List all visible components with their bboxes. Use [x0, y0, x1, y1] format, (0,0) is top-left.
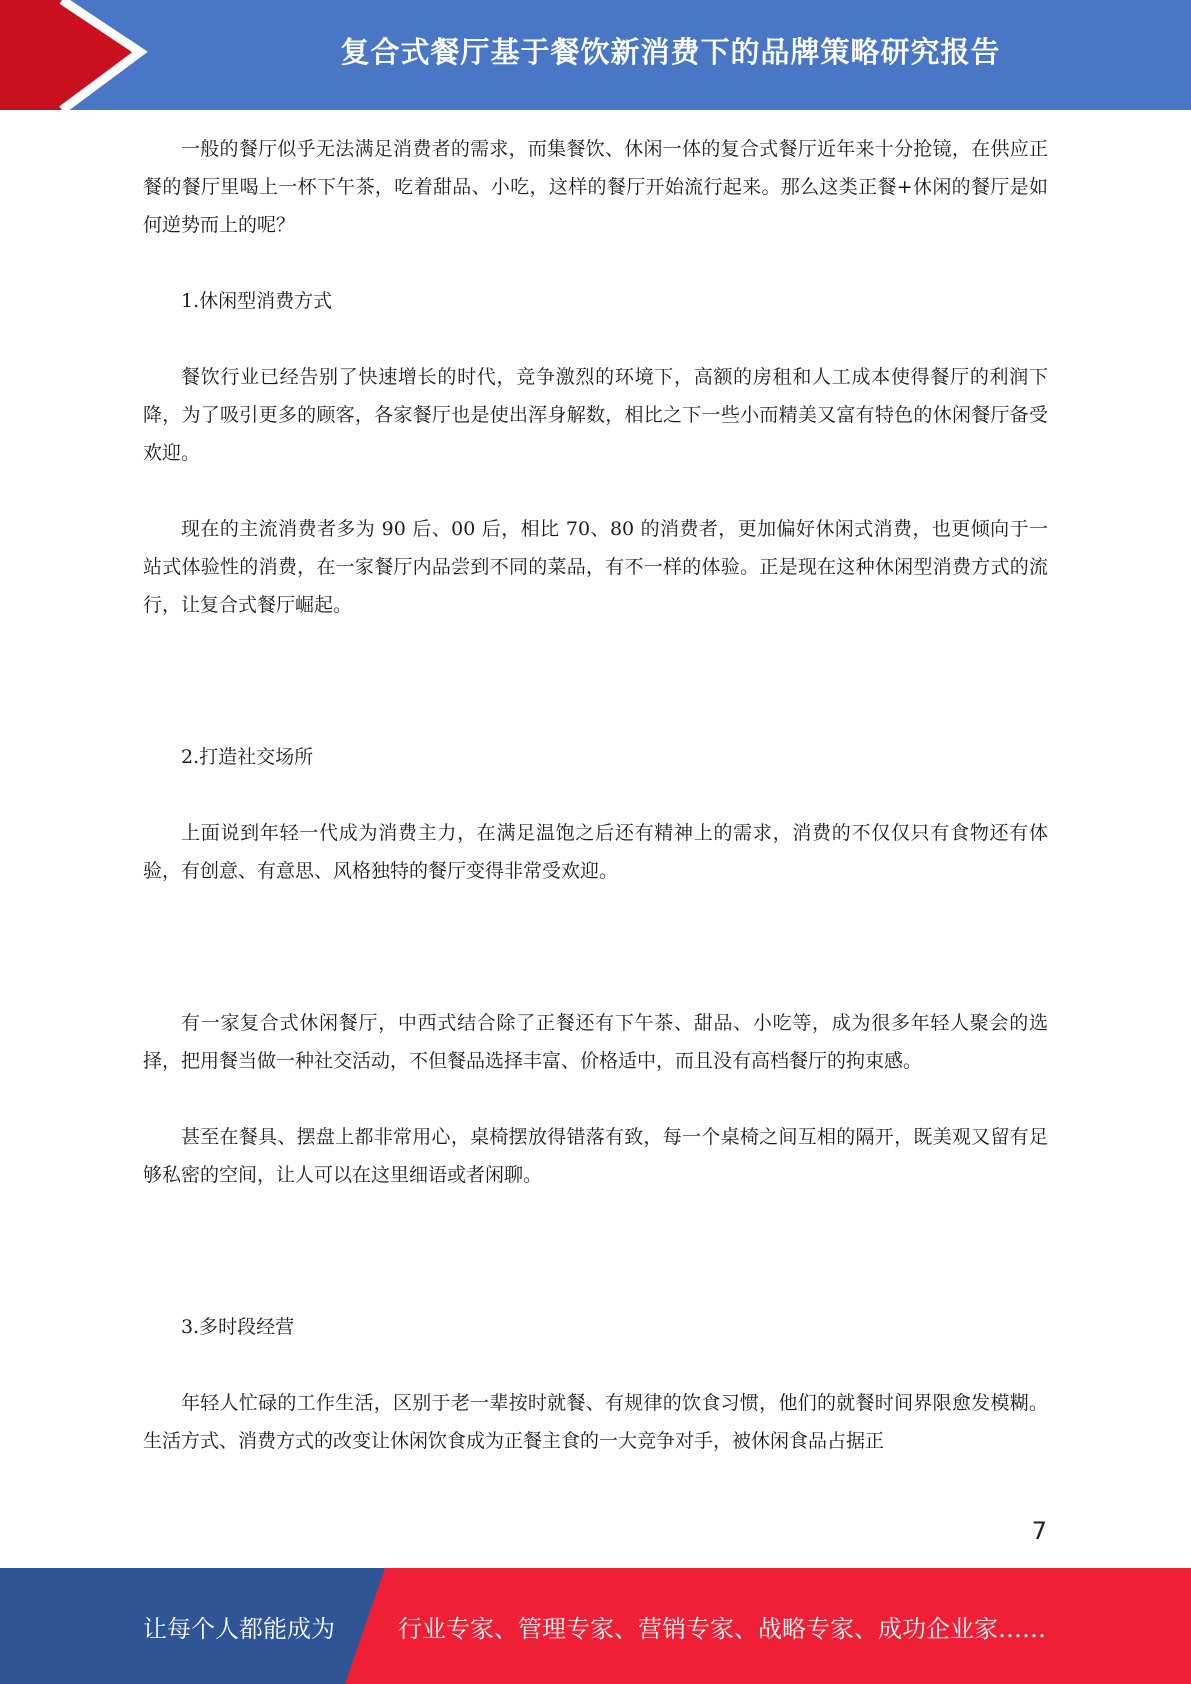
- report-title: 复合式餐厅基于餐饮新消费下的品牌策略研究报告: [340, 34, 1001, 69]
- header-chevron-decoration: [0, 0, 160, 110]
- section-2-paragraph-1: 上面说到年轻一代成为消费主力，在满足温饱之后还有精神上的需求，消费的不仅仅只有食物还有体验，有创意、有意思、风格独特的餐厅变得非常受欢迎。: [143, 822, 1048, 882]
- section-heading-2: 2.打造社交场所: [181, 746, 314, 768]
- intro-paragraph: 一般的餐厅似乎无法满足消费者的需求，而集餐饮、休闲一体的复合式餐厅近年来十分抢镜，在供应正餐的餐厅里喝上一杯下午茶，吃着甜品、小吃，这样的餐厅开始流行起来。那么这类正餐+休闲的餐厅是如何逆势而上的呢？: [143, 138, 1048, 236]
- page-number: 7: [1031, 1517, 1047, 1545]
- footer-slogan-left: 让每个人都能成为: [143, 1614, 335, 1643]
- page-header: [0, 0, 1191, 110]
- section-2-paragraph-3: 甚至在餐具、摆盘上都非常用心，桌椅摆放得错落有致，每一个桌椅之间互相的隔开，既美观又留有足够私密的空间，让人可以在这里细语或者闲聊。: [143, 1126, 1048, 1186]
- section-heading-3: 3.多时段经营: [181, 1316, 295, 1338]
- section-2-paragraph-2: 有一家复合式休闲餐厅，中西式结合除了正餐还有下午茶、甜品、小吃等，成为很多年轻人聚会的选择，把用餐当做一种社交活动，不但餐品选择丰富、价格适中，而且没有高档餐厅的拘束感。: [143, 1012, 1048, 1072]
- footer-slogan-right: 行业专家、管理专家、营销专家、战略专家、成功企业家……: [398, 1614, 1046, 1643]
- section-3-paragraph-1: 年轻人忙碌的工作生活，区别于老一辈按时就餐、有规律的饮食习惯，他们的就餐时间界限愈发模糊。生活方式、消费方式的改变让休闲饮食成为正餐主食的一大竞争对手，被休闲食品占据正: [143, 1392, 1048, 1452]
- section-1-paragraph-1: 餐饮行业已经告别了快速增长的时代，竞争激烈的环境下，高额的房租和人工成本使得餐厅的利润下降，为了吸引更多的顾客，各家餐厅也是使出浑身解数，相比之下一些小而精美又富有特色的休闲餐厅备受欢迎。: [143, 366, 1048, 464]
- section-heading-1: 1.休闲型消费方式: [181, 290, 333, 312]
- section-1-paragraph-2: 现在的主流消费者多为 90 后、00 后，相比 70、80 的消费者，更加偏好休闲式消费，也更倾向于一站式体验性的消费，在一家餐厅内品尝到不同的菜品，有不一样的体验。正是现在这种休闲型消费方式的流行，让复合式餐厅崛起。: [143, 518, 1048, 616]
- page-footer: [0, 1568, 1191, 1684]
- document-body: [143, 130, 1048, 1460]
